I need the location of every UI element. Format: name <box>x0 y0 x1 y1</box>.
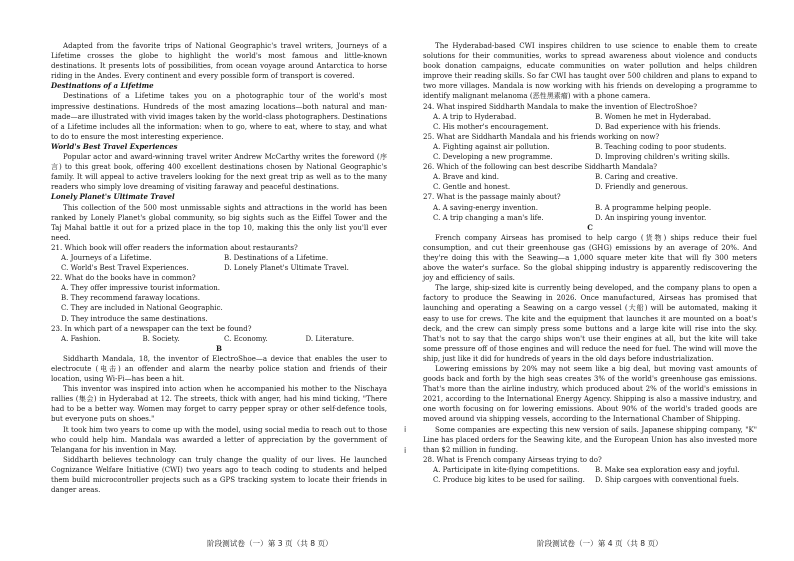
q27-option-c: C. A trip changing a man's life. <box>433 212 544 222</box>
q21-option-a: A. Journeys of a Lifetime. <box>61 252 152 262</box>
q28-option-c: C. Produce big kites to be used for sailing. <box>433 475 585 485</box>
question-26-options <box>423 172 757 192</box>
question-24: 24. What inspired Siddharth Mandala to make the invention of ElectroShoe? <box>423 101 698 111</box>
question-27-options <box>423 203 757 223</box>
question-28: 28. What is French company Airseas trying to do? <box>423 454 602 464</box>
q23-option-a: A. Fashion. <box>61 333 101 343</box>
q27-option-d: D. An inspiring young inventor. <box>595 212 707 222</box>
heading-worlds-best: World's Best Travel Experiences <box>51 141 178 151</box>
destinations-paragraph: Destinations of a Lifetime takes you on a photographic tour of the world's most impressive destinations. Hundreds of the most amazing locations—both natural and man-made—are illustrated with vivid images taken by the world-class photographers. Destinations of a Lifetime includes all the information: when to go, where to eat, where to stay, and what to do to ensure the most interesting experience. <box>51 91 387 141</box>
left-column <box>51 41 387 495</box>
question-25-options <box>423 142 757 162</box>
q25-option-d: D. Improving children's writing skills. <box>595 152 730 162</box>
q28-option-b: B. Make sea exploration easy and joyful. <box>595 464 740 474</box>
passage-c-paragraph-2: The large, ship-sized kite is currently being developed, and the company plans to open a factory to produce the Seawing in 2026. Once manufactured, Airseas has promised that launching and operating a Seawing on a cargo vessel (大船) will be automated, making it easy to use for crews. The kite and the equipment that launches it are mounted on a boat's deck, and the crew can simply press some buttons and a large kite will rise into the sky. That's not to say that the cargo ships won't use their engines at all, but the kite will take some pressure off of those engines and will reduce the need for fuel. The wind will move the ship, just like it did for hundreds of years in the old days before industrialization. <box>423 283 757 363</box>
q23-option-b: B. Society. <box>142 333 180 343</box>
q26-option-d: D. Friendly and generous. <box>595 182 688 192</box>
right-column <box>423 41 757 485</box>
q21-option-c: C. World's Best Travel Experiences. <box>61 263 189 273</box>
q22-option-b: B. They recommend faraway locations. <box>61 293 201 303</box>
lonely-planet-paragraph: This collection of the 500 most unmissable sights and attractions in the world has been ranked by Lonely Planet's global community, so big sights such as the Eiffel Tower and the Taj Mahal battle it out for a prized place in the top 10, making this the only list you'll ever need. <box>51 202 387 242</box>
q24-option-b: B. Women he met in Hyderabad. <box>595 111 712 121</box>
section-c-heading: C <box>587 222 593 232</box>
q21-option-d: D. Lonely Planet's Ultimate Travel. <box>224 263 349 273</box>
passage-b-paragraph-2: This inventor was inspired into action when he accompanied his mother to the Nischaya rallies (集会) in Hyderabad at 12. The streets, thick with anger, had his mind ticking, "There had to be a better way. Women may forget to carry pepper spray or other self-defence tools, but everyone puts on shoes." <box>51 384 387 424</box>
passage-c-paragraph-3: Lowering emissions by 20% may not seem like a big deal, but moving vast amounts of goods back and forth by the high seas creates 3% of the world's greenhouse gas emissions. That's more than the airline industry, which produced about 2% of the world's emissions in 2021, according to the International Energy Agency. Shipping is also a massive industry, and one worth focusing on for lowering emissions. About 90% of the world's traded goods are moved around via shipping vessels, according to the International Chamber of Shipping. <box>423 364 757 424</box>
q28-option-d: D. Ship cargoes with conventional fuels. <box>595 475 739 485</box>
page-footer-right: 阶段测试卷（一）第 4 页（共 8 页） <box>537 539 663 548</box>
heading-destinations: Destinations of a Lifetime <box>51 81 154 91</box>
q22-option-c: C. They are included in National Geographic. <box>61 303 223 313</box>
q22-option-a: A. They offer impressive tourist information. <box>61 283 221 293</box>
question-22-options <box>51 283 387 323</box>
question-23: 23. In which part of a newspaper can the text be found? <box>51 323 252 333</box>
q25-option-b: B. Teaching coding to poor students. <box>595 141 727 151</box>
q26-option-b: B. Caring and creative. <box>595 172 678 182</box>
question-27: 27. What is the passage mainly about? <box>423 192 561 202</box>
passage-b-paragraph-4: Siddharth believes technology can truly change the quality of our lives. He launched Cognizance Welfare Initiative (CWI) two years ago to teach coding to students and helped them build microcontroller projects such as a GPS tracking system to locate their friends in danger areas. <box>51 454 387 495</box>
q24-option-a: A. A trip to Hyderabad. <box>433 111 517 121</box>
q23-option-d: D. Literature. <box>305 333 355 343</box>
q24-option-d: D. Bad experience with his friends. <box>595 121 721 131</box>
question-25: 25. What are Siddharth Mandala and his friends working on now? <box>423 131 660 141</box>
question-21: 21. Which book will offer readers the information about restaurants? <box>51 242 298 252</box>
passage-b-paragraph-5: The Hyderabad-based CWI inspires children to use science to enable them to create solutions for their communities, works to spread awareness about violence and conducts book donation campaigns, educate communities on water pollution and helps children improve their reading skills. So far CWI has taught over 500 children and plans to expand to two more villages. Mandala is now working with his friends on developing a programme to identify malignant melanoma (恶性黑素瘤) with a phone camera. <box>423 41 757 101</box>
q28-option-a: A. Participate in kite-flying competitions. <box>433 464 580 474</box>
binding-mark-top: i <box>404 425 407 434</box>
question-28-options <box>423 465 757 485</box>
q26-option-a: A. Brave and kind. <box>433 172 500 182</box>
passage-c-paragraph-4: Some companies are expecting this new version of sails. Japanese shipping company, "K" Line has placed orders for the Seawing kite, and the European Union has also invested more than $2 million in funding. <box>423 424 757 454</box>
q27-option-a: A. A saving-energy invention. <box>433 202 538 212</box>
binding-mark-bottom: i <box>404 446 407 455</box>
q25-option-a: A. Fighting against air pollution. <box>433 141 550 151</box>
worlds-best-paragraph: Popular actor and award-winning travel writer Andrew McCarthy writes the foreword (序言) to this great book, offering 400 excellent destinations chosen by National Geographic's family. It will appeal to active travelers looking for the next great trip as well as to the many readers who simply love dreaming of visiting faraway and peaceful destinations. <box>51 152 387 192</box>
intro-paragraph: Adapted from the favorite trips of National Geographic's travel writers, Journeys of a Lifetime crosses the globe to highlight the world's most famous and little-known destinations. It presents lots of possibilities, from ocean voyage around Antarctica to horse riding in the Andes. Every continent and every possible form of transport is covered. <box>51 41 387 81</box>
q26-option-c: C. Gentle and honest. <box>433 182 511 192</box>
passage-c-paragraph-1: French company Airseas has promised to help cargo (货物) ships reduce their fuel consumption, and cut their greenhouse gas (GHG) emissions by an average of 20%. And they're doing this with the Seawing—a 1,000 square meter kite that will fly 300 meters above the water's surface. So the global shipping industry is apparently rediscovering the joy and efficiency of sails. <box>423 232 757 283</box>
q24-option-c: C. His mother's encouragement. <box>433 121 549 131</box>
passage-b-paragraph-1: Siddharth Mandala, 18, the inventor of ElectroShoe—a device that enables the user to electrocute (电击) an offender and alarm the nearby police station and friends of their location, using Wi-Fi—has been a hit. <box>51 353 387 384</box>
question-21-options <box>51 253 387 273</box>
question-23-options <box>51 334 387 344</box>
q22-option-d: D. They introduce the same destinations. <box>61 313 208 323</box>
heading-lonely-planet: Lonely Planet's Ultimate Travel <box>51 192 175 202</box>
section-b-heading: B <box>216 343 222 353</box>
q23-option-c: C. Economy. <box>224 333 268 343</box>
q27-option-b: B. A programme helping people. <box>595 202 712 212</box>
q25-option-c: C. Developing a new programme. <box>433 152 553 162</box>
question-24-options <box>423 112 757 132</box>
q21-option-b: B. Destinations of a Lifetime. <box>224 252 329 262</box>
page-footer-left: 阶段测试卷（一）第 3 页（共 8 页） <box>207 539 333 548</box>
passage-b-paragraph-3: It took him two years to come up with the model, using social media to reach out to those who could help him. Mandala was awarded a letter of appreciation by the government of Telangana for his invention in May. <box>51 424 387 454</box>
question-22: 22. What do the books have in common? <box>51 273 196 283</box>
question-26: 26. Which of the following can best describe Siddharth Mandala? <box>423 162 658 172</box>
